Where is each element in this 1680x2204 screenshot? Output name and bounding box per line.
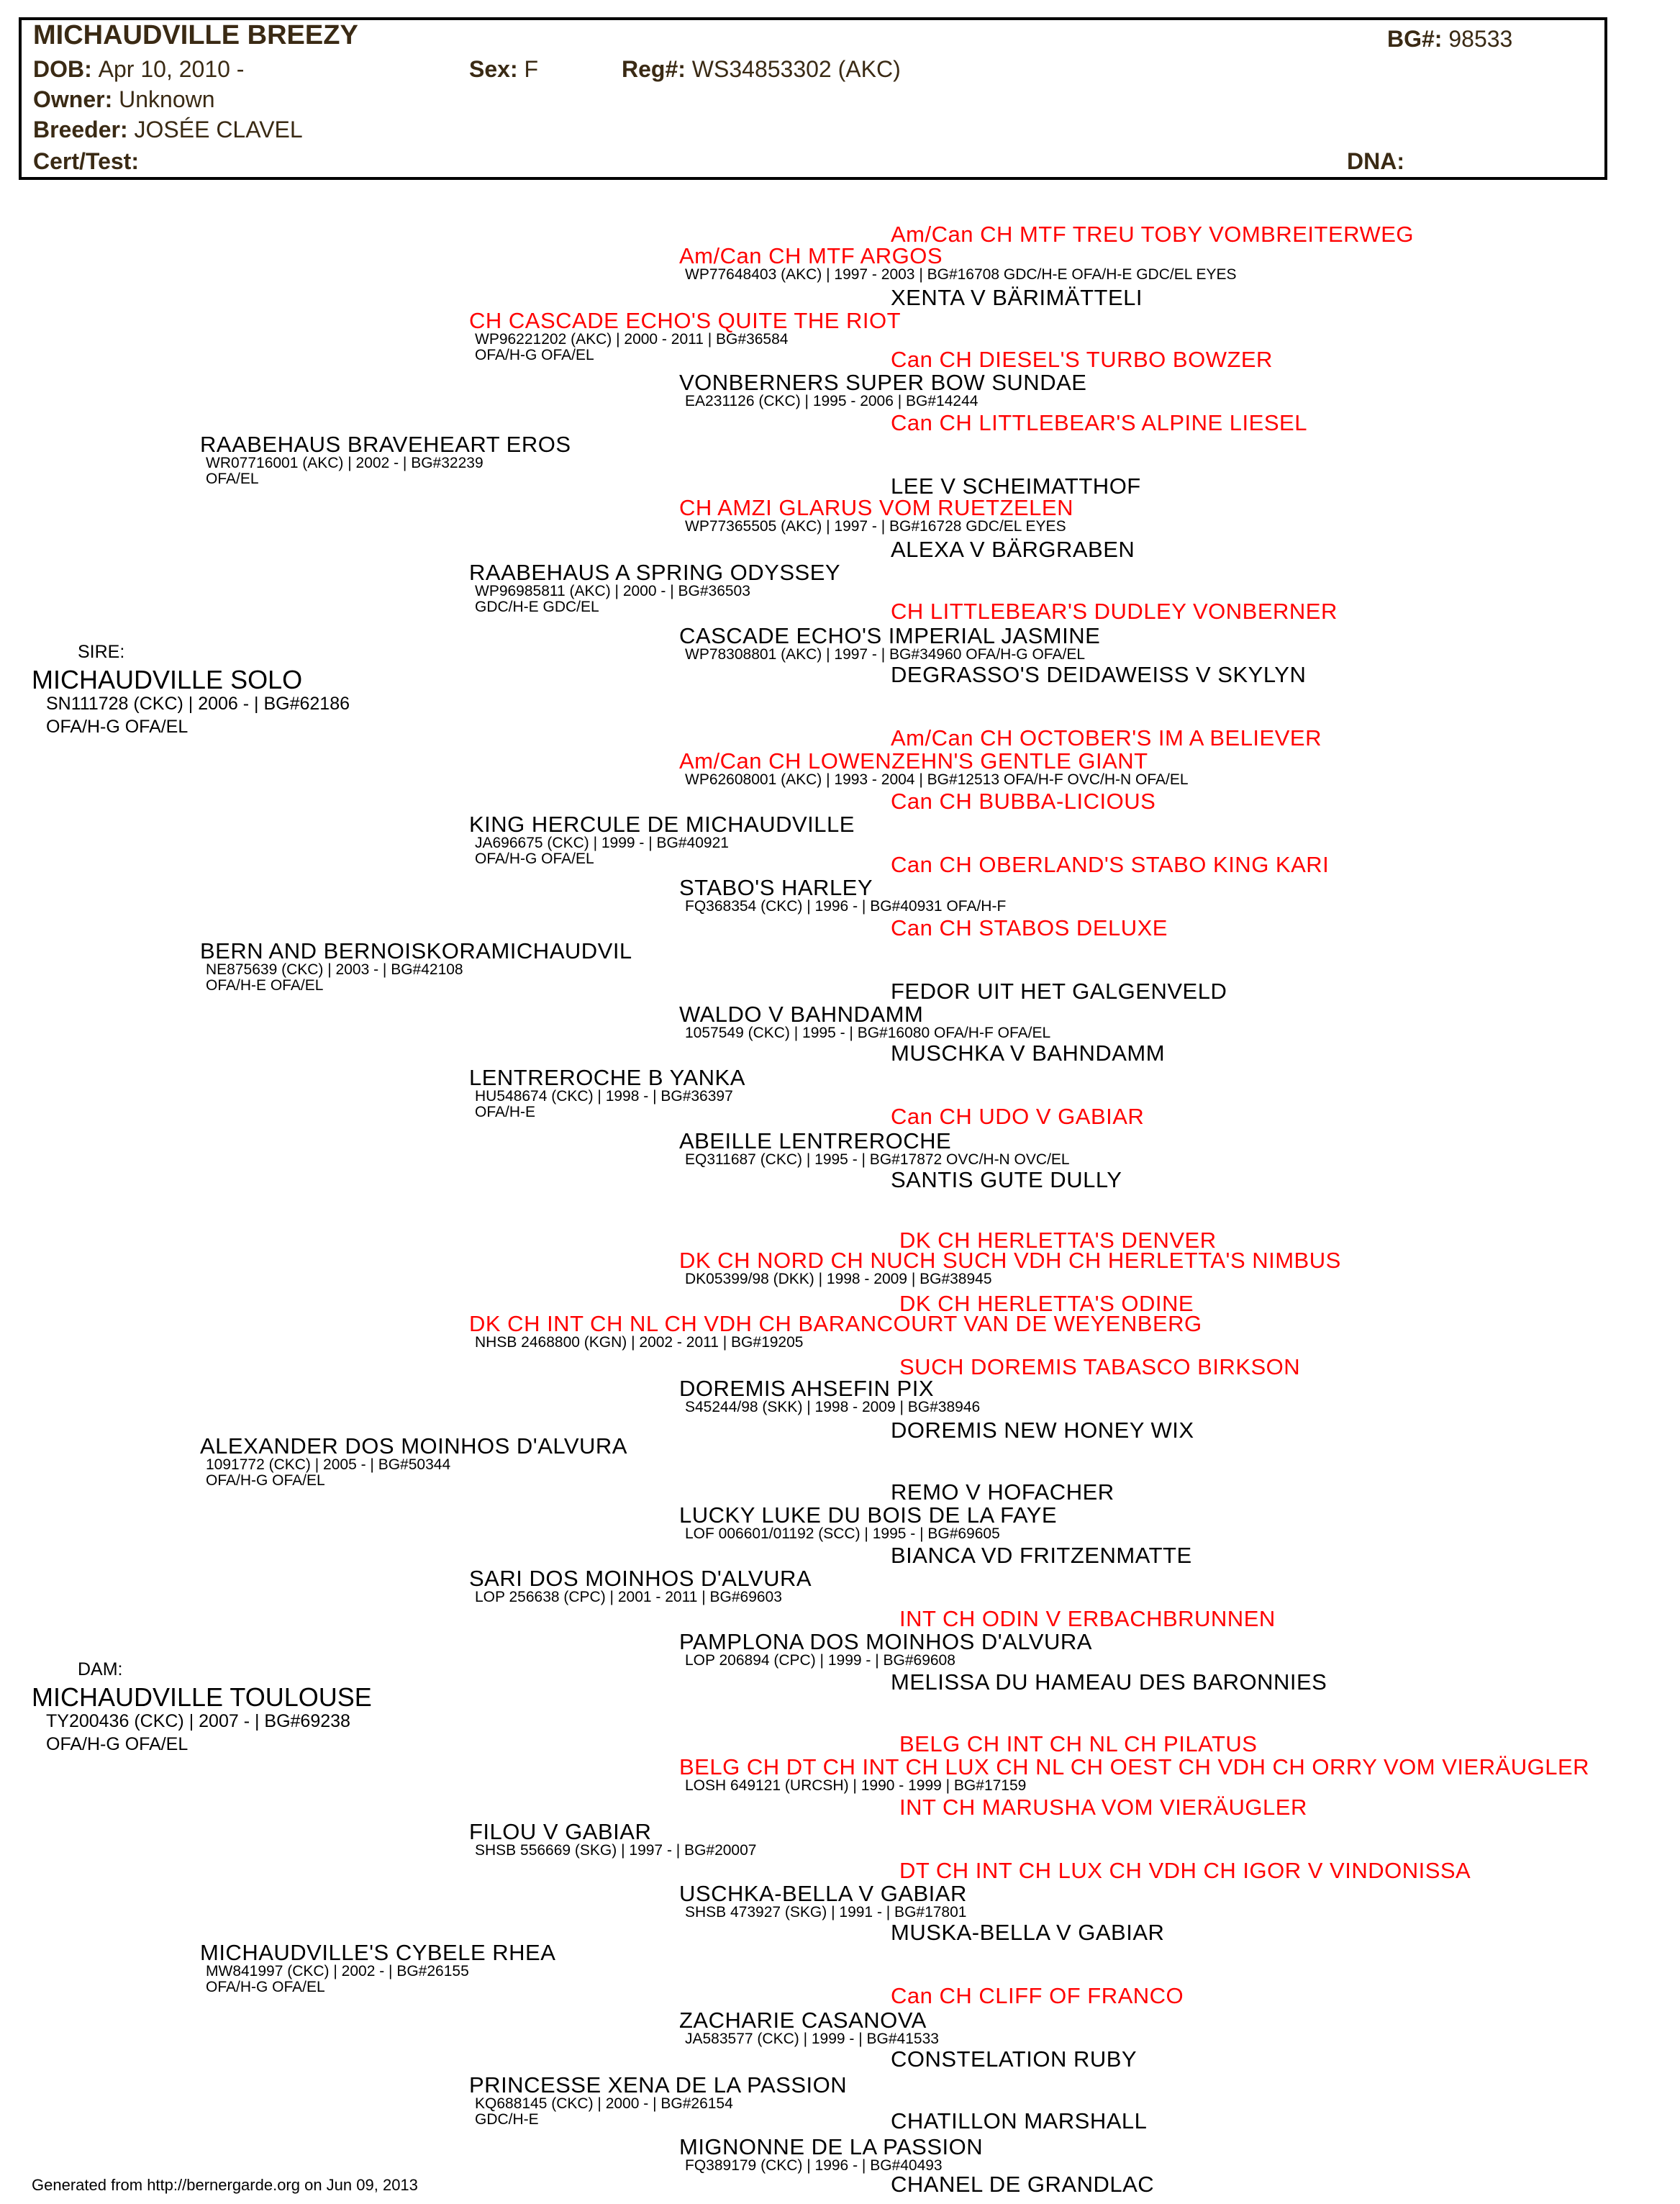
ancestor-gen5-name: CHATILLON MARSHALL [891, 2108, 1148, 2133]
great-grandparent-health: GDC/H-E [475, 2111, 539, 2128]
breeder [33, 117, 303, 143]
cert-test-label: Cert/Test: [33, 148, 139, 174]
dam-reg: TY200436 (CKC) | 2007 - | BG#69238 [46, 1711, 350, 1731]
ancestor-gen5-name: INT CH ODIN V ERBACHBRUNNEN [899, 1606, 1276, 1631]
great-grandparent-reg: SHSB 556669 (SKG) | 1997 - | BG#20007 [475, 1842, 757, 1859]
ancestor-gen4-name: PAMPLONA DOS MOINHOS D'ALVURA [679, 1629, 1092, 1654]
owner-label: Owner: [33, 86, 113, 112]
grandparent-name: BERN AND BERNOISKORAMICHAUDVIL [200, 938, 632, 963]
dob [33, 56, 244, 83]
great-grandparent-name: PRINCESSE XENA DE LA PASSION [469, 2072, 848, 2098]
bg-value: 98533 [1448, 26, 1513, 52]
ancestor-gen4-name: MIGNONNE DE LA PASSION [679, 2134, 984, 2159]
breeder-value: JOSÉE CLAVEL [134, 117, 303, 142]
ancestor-gen5-name: SANTIS GUTE DULLY [891, 1167, 1122, 1192]
great-grandparent-reg: LOP 256638 (CPC) | 2001 - 2011 | BG#69603 [475, 1589, 782, 1605]
ancestor-gen4-name: DK CH NORD CH NUCH SUCH VDH CH HERLETTA'S NIMBUS [679, 1248, 1341, 1273]
ancestor-gen4-reg: SHSB 473927 (SKG) | 1991 - | BG#17801 [685, 1904, 967, 1920]
ancestor-gen5-name: SUCH DOREMIS TABASCO BIRKSON [899, 1354, 1301, 1379]
ancestor-gen4-name: VONBERNERS SUPER BOW SUNDAE [679, 370, 1087, 395]
ancestor-gen5-name: CH LITTLEBEAR'S DUDLEY VONBERNER [891, 599, 1338, 624]
ancestor-gen5-name: ALEXA V BÄRGRABEN [891, 537, 1135, 562]
great-grandparent-health: GDC/H-E GDC/EL [475, 599, 599, 615]
ancestor-gen5-name: INT CH MARUSHA VOM VIERÄUGLER [899, 1795, 1307, 1820]
sire-name: MICHAUDVILLE SOLO [32, 665, 303, 694]
ancestor-gen4-name: CH AMZI GLARUS VOM RUETZELEN [679, 495, 1073, 520]
owner-value: Unknown [119, 86, 215, 112]
great-grandparent-reg: JA696675 (CKC) | 1999 - | BG#40921 [475, 835, 729, 851]
ancestor-gen5-name: Am/Can CH MTF TREU TOBY VOMBREITERWEG [891, 222, 1415, 247]
sire-label: SIRE: [78, 642, 125, 662]
ancestor-gen4-reg: LOSH 649121 (URCSH) | 1990 - 1999 | BG#17159 [685, 1777, 1027, 1794]
reg [622, 56, 901, 83]
ancestor-gen4-reg: FQ368354 (CKC) | 1996 - | BG#40931 OFA/H-F [685, 898, 1007, 915]
ancestor-gen5-name: Am/Can CH OCTOBER'S IM A BELIEVER [891, 725, 1322, 750]
ancestor-gen4-name: Am/Can CH MTF ARGOS [679, 243, 943, 268]
great-grandparent-name: CH CASCADE ECHO'S QUITE THE RIOT [469, 308, 902, 333]
grandparent-reg: MW841997 (CKC) | 2002 - | BG#26155 [206, 1963, 469, 1979]
owner [33, 86, 215, 113]
ancestor-gen5-name: CHANEL DE GRANDLAC [891, 2172, 1155, 2197]
dam-label: DAM: [78, 1659, 123, 1679]
ancestor-gen4-reg: JA583577 (CKC) | 1999 - | BG#41533 [685, 2031, 939, 2047]
ancestor-gen5-name: DEGRASSO'S DEIDAWEISS V SKYLYN [891, 662, 1307, 687]
breeder-label: Breeder: [33, 117, 128, 142]
ancestor-gen4-reg: WP77365505 (AKC) | 1997 - | BG#16728 GDC/EL EYES [685, 518, 1066, 535]
bg-number [1387, 26, 1512, 53]
ancestor-gen4-name: BELG CH DT CH INT CH LUX CH NL CH OEST CH VDH CH ORRY VOM VIERÄUGLER [679, 1754, 1590, 1779]
sire-reg: SN111728 (CKC) | 2006 - | BG#62186 [46, 694, 350, 714]
ancestor-gen4-reg: LOF 006601/01192 (SCC) | 1995 - | BG#69605 [685, 1525, 1000, 1542]
ancestor-gen5-name: MELISSA DU HAMEAU DES BARONNIES [891, 1669, 1327, 1695]
ancestor-gen5-name: DK CH HERLETTA'S DENVER [899, 1228, 1217, 1253]
dob-value: Apr 10, 2010 - [98, 56, 245, 82]
grandparent-health: OFA/H-G OFA/EL [206, 1979, 325, 1995]
ancestor-gen4-name: CASCADE ECHO'S IMPERIAL JASMINE [679, 623, 1101, 648]
ancestor-gen5-name: Can CH BUBBA-LICIOUS [891, 789, 1156, 814]
ancestor-gen4-name: WALDO V BAHNDAMM [679, 1002, 924, 1027]
great-grandparent-name: LENTREROCHE B YANKA [469, 1065, 745, 1090]
ancestor-gen4-name: LUCKY LUKE DU BOIS DE LA FAYE [679, 1502, 1058, 1528]
great-grandparent-health: OFA/H-G OFA/EL [475, 851, 594, 867]
ancestor-gen4-reg: WP78308801 (AKC) | 1997 - | BG#34960 OFA/H-G OFA/EL [685, 646, 1086, 663]
ancestor-gen4-reg: WP62608001 (AKC) | 1993 - 2004 | BG#12513 OFA/H-F OVC/H-N OFA/EL [685, 771, 1189, 788]
ancestor-gen5-name: BELG CH INT CH NL CH PILATUS [899, 1731, 1258, 1756]
ancestor-gen4-reg: WP77648403 (AKC) | 1997 - 2003 | BG#16708 GDC/H-E OFA/H-E GDC/EL EYES [685, 266, 1237, 283]
ancestor-gen5-name: Can CH UDO V GABIAR [891, 1104, 1145, 1129]
ancestor-gen4-reg: DK05399/98 (DKK) | 1998 - 2009 | BG#38945 [685, 1271, 992, 1287]
sex-value: F [524, 56, 539, 82]
ancestor-gen5-name: CONSTELATION RUBY [891, 2046, 1138, 2072]
great-grandparent-reg: WP96985811 (AKC) | 2000 - | BG#36503 [475, 583, 750, 599]
dam-name: MICHAUDVILLE TOULOUSE [32, 1682, 372, 1712]
ancestor-gen5-name: Can CH LITTLEBEAR'S ALPINE LIESEL [891, 410, 1307, 435]
reg-value: WS34853302 (AKC) [691, 56, 901, 82]
grandparent-reg: 1091772 (CKC) | 2005 - | BG#50344 [206, 1456, 451, 1473]
sex-label: Sex: [469, 56, 518, 82]
ancestor-gen5-name: LEE V SCHEIMATTHOF [891, 473, 1141, 499]
sex [469, 56, 538, 83]
dam-health: OFA/H-G OFA/EL [46, 1734, 189, 1754]
ancestor-gen4-name: STABO'S HARLEY [679, 875, 873, 900]
grandparent-reg: NE875639 (CKC) | 2003 - | BG#42108 [206, 961, 463, 978]
ancestor-gen5-name: DOREMIS NEW HONEY WIX [891, 1418, 1194, 1443]
ancestor-gen4-name: ZACHARIE CASANOVA [679, 2008, 927, 2033]
grandparent-name: ALEXANDER DOS MOINHOS D'ALVURA [200, 1433, 627, 1459]
grandparent-health: OFA/H-G OFA/EL [206, 1472, 325, 1489]
ancestor-gen4-reg: LOP 206894 (CPC) | 1999 - | BG#69608 [685, 1652, 955, 1669]
ancestor-gen4-name: USCHKA-BELLA V GABIAR [679, 1881, 967, 1906]
ancestor-gen4-reg: 1057549 (CKC) | 1995 - | BG#16080 OFA/H-F OFA/EL [685, 1025, 1051, 1041]
ancestor-gen4-reg: EA231126 (CKC) | 1995 - 2006 | BG#14244 [685, 393, 979, 409]
ancestor-gen4-name: ABEILLE LENTREROCHE [679, 1128, 952, 1153]
great-grandparent-name: RAABEHAUS A SPRING ODYSSEY [469, 560, 841, 585]
dob-label: DOB: [33, 56, 92, 82]
ancestor-gen5-name: FEDOR UIT HET GALGENVELD [891, 979, 1227, 1004]
ancestor-gen5-name: MUSCHKA V BAHNDAMM [891, 1040, 1166, 1066]
footer-generated: Generated from http://bernergarde.org on Jun 09, 2013 [32, 2176, 418, 2194]
great-grandparent-reg: NHSB 2468800 (KGN) | 2002 - 2011 | BG#19205 [475, 1334, 804, 1351]
great-grandparent-name: KING HERCULE DE MICHAUDVILLE [469, 812, 855, 837]
ancestor-gen4-reg: FQ389179 (CKC) | 1996 - | BG#40493 [685, 2157, 943, 2174]
ancestor-gen4-reg: S45244/98 (SKK) | 1998 - 2009 | BG#38946 [685, 1399, 981, 1415]
great-grandparent-reg: KQ688145 (CKC) | 2000 - | BG#26154 [475, 2095, 733, 2112]
sire-health: OFA/H-G OFA/EL [46, 717, 189, 737]
grandparent-reg: WR07716001 (AKC) | 2002 - | BG#32239 [206, 455, 483, 471]
great-grandparent-name: FILOU V GABIAR [469, 1819, 652, 1844]
great-grandparent-health: OFA/H-G OFA/EL [475, 347, 594, 363]
dog-name: MICHAUDVILLE BREEZY [33, 20, 358, 50]
ancestor-gen4-name: DOREMIS AHSEFIN PIX [679, 1376, 935, 1401]
ancestor-gen5-name: Can CH OBERLAND'S STABO KING KARI [891, 852, 1330, 877]
ancestor-gen4-reg: EQ311687 (CKC) | 1995 - | BG#17872 OVC/H-N OVC/EL [685, 1151, 1070, 1168]
ancestor-gen5-name: BIANCA VD FRITZENMATTE [891, 1543, 1192, 1568]
grandparent-name: MICHAUDVILLE'S CYBELE RHEA [200, 1940, 556, 1965]
grandparent-health: OFA/EL [206, 471, 259, 487]
grandparent-health: OFA/H-E OFA/EL [206, 977, 324, 994]
grandparent-name: RAABEHAUS BRAVEHEART EROS [200, 432, 571, 457]
ancestor-gen5-name: XENTA V BÄRIMÄTTELI [891, 285, 1143, 310]
ancestor-gen5-name: DK CH HERLETTA'S ODINE [899, 1291, 1194, 1316]
ancestor-gen5-name: Can CH DIESEL'S TURBO BOWZER [891, 347, 1273, 372]
ancestor-gen5-name: REMO V HOFACHER [891, 1479, 1114, 1505]
ancestor-gen5-name: Can CH STABOS DELUXE [891, 915, 1168, 940]
great-grandparent-health: OFA/H-E [475, 1104, 536, 1120]
great-grandparent-name: SARI DOS MOINHOS D'ALVURA [469, 1566, 812, 1591]
reg-label: Reg#: [622, 56, 686, 82]
great-grandparent-reg: WP96221202 (AKC) | 2000 - 2011 | BG#36584 [475, 331, 789, 348]
ancestor-gen5-name: MUSKA-BELLA V GABIAR [891, 1920, 1165, 1945]
great-grandparent-reg: HU548674 (CKC) | 1998 - | BG#36397 [475, 1088, 733, 1105]
ancestor-gen4-name: Am/Can CH LOWENZEHN'S GENTLE GIANT [679, 748, 1148, 774]
dna-label: DNA: [1347, 148, 1404, 174]
bg-label: BG#: [1387, 26, 1443, 52]
ancestor-gen5-name: DT CH INT CH LUX CH VDH CH IGOR V VINDONISSA [899, 1858, 1471, 1883]
ancestor-gen5-name: Can CH CLIFF OF FRANCO [891, 1983, 1184, 2008]
great-grandparent-name: DK CH INT CH NL CH VDH CH BARANCOURT VAN DE WEYENBERG [469, 1311, 1202, 1336]
